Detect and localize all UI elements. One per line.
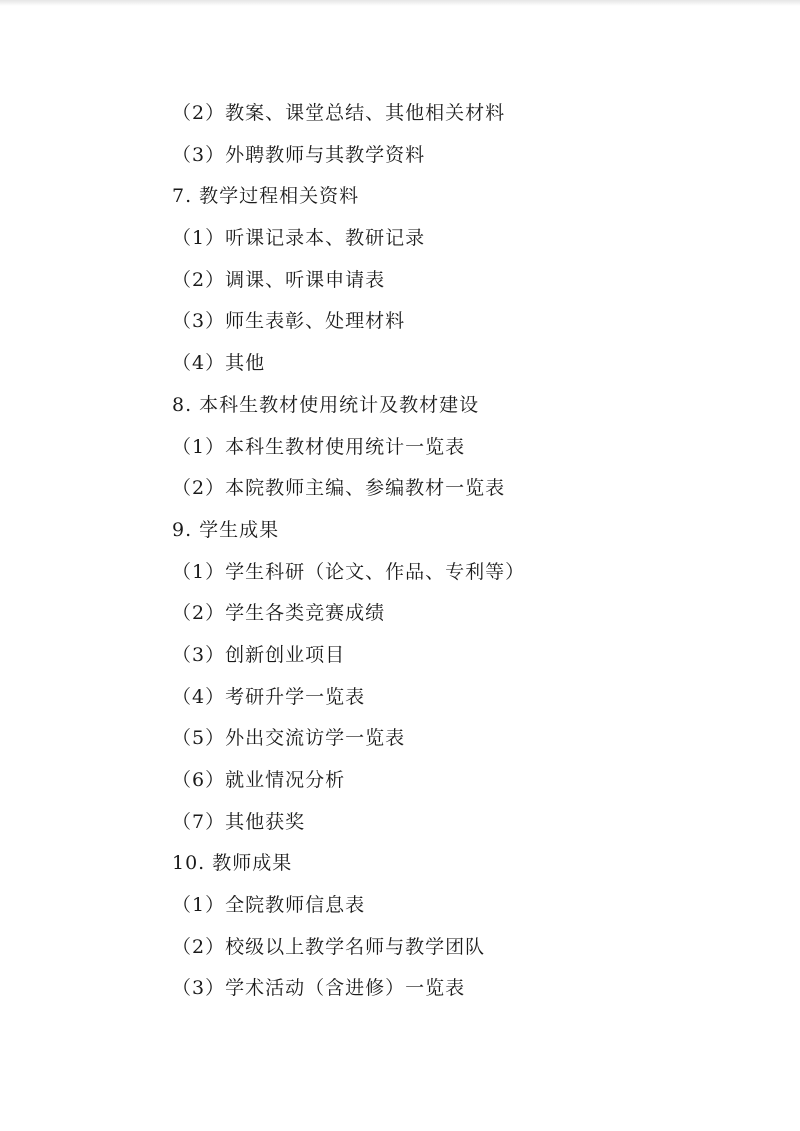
- list-item: （3）学术活动（含进修）一览表: [172, 977, 466, 1000]
- list-item: （1）学生科研（论文、作品、专利等）: [172, 560, 526, 583]
- list-item: （2）校级以上教学名师与教学团队: [172, 935, 486, 958]
- list-item: （1）本科生教材使用统计一览表: [172, 435, 466, 458]
- scan-edge: [0, 0, 800, 6]
- list-item: （4）其他: [172, 352, 266, 375]
- list-item: （5）外出交流访学一览表: [172, 727, 406, 750]
- list-item: （2）本院教师主编、参编教材一览表: [172, 477, 506, 500]
- list-item: （1）全院教师信息表: [172, 894, 366, 917]
- list-item: （3）外聘教师与其教学资料: [172, 143, 426, 166]
- section-heading: 8. 本科生教材使用统计及教材建设: [172, 393, 480, 416]
- list-item: （7）其他获奖: [172, 810, 306, 833]
- list-item: （6）就业情况分析: [172, 769, 346, 791]
- content-list: [172, 98, 772, 1015]
- list-item: （3）创新创业项目: [172, 643, 346, 666]
- list-item: （1）听课记录本、教研记录: [172, 227, 426, 250]
- section-heading: 7. 教学过程相关资料: [172, 185, 360, 208]
- list-item: （2）学生各类竞赛成绩: [172, 602, 386, 625]
- list-item: （2）调课、听课申请表: [172, 268, 386, 291]
- list-item: （2）教案、课堂总结、其他相关材料: [172, 102, 506, 124]
- list-item: （3）师生表彰、处理材料: [172, 310, 406, 333]
- section-heading: 10. 教师成果: [172, 852, 293, 875]
- section-heading: 9. 学生成果: [172, 518, 280, 541]
- list-item: （4）考研升学一览表: [172, 685, 366, 708]
